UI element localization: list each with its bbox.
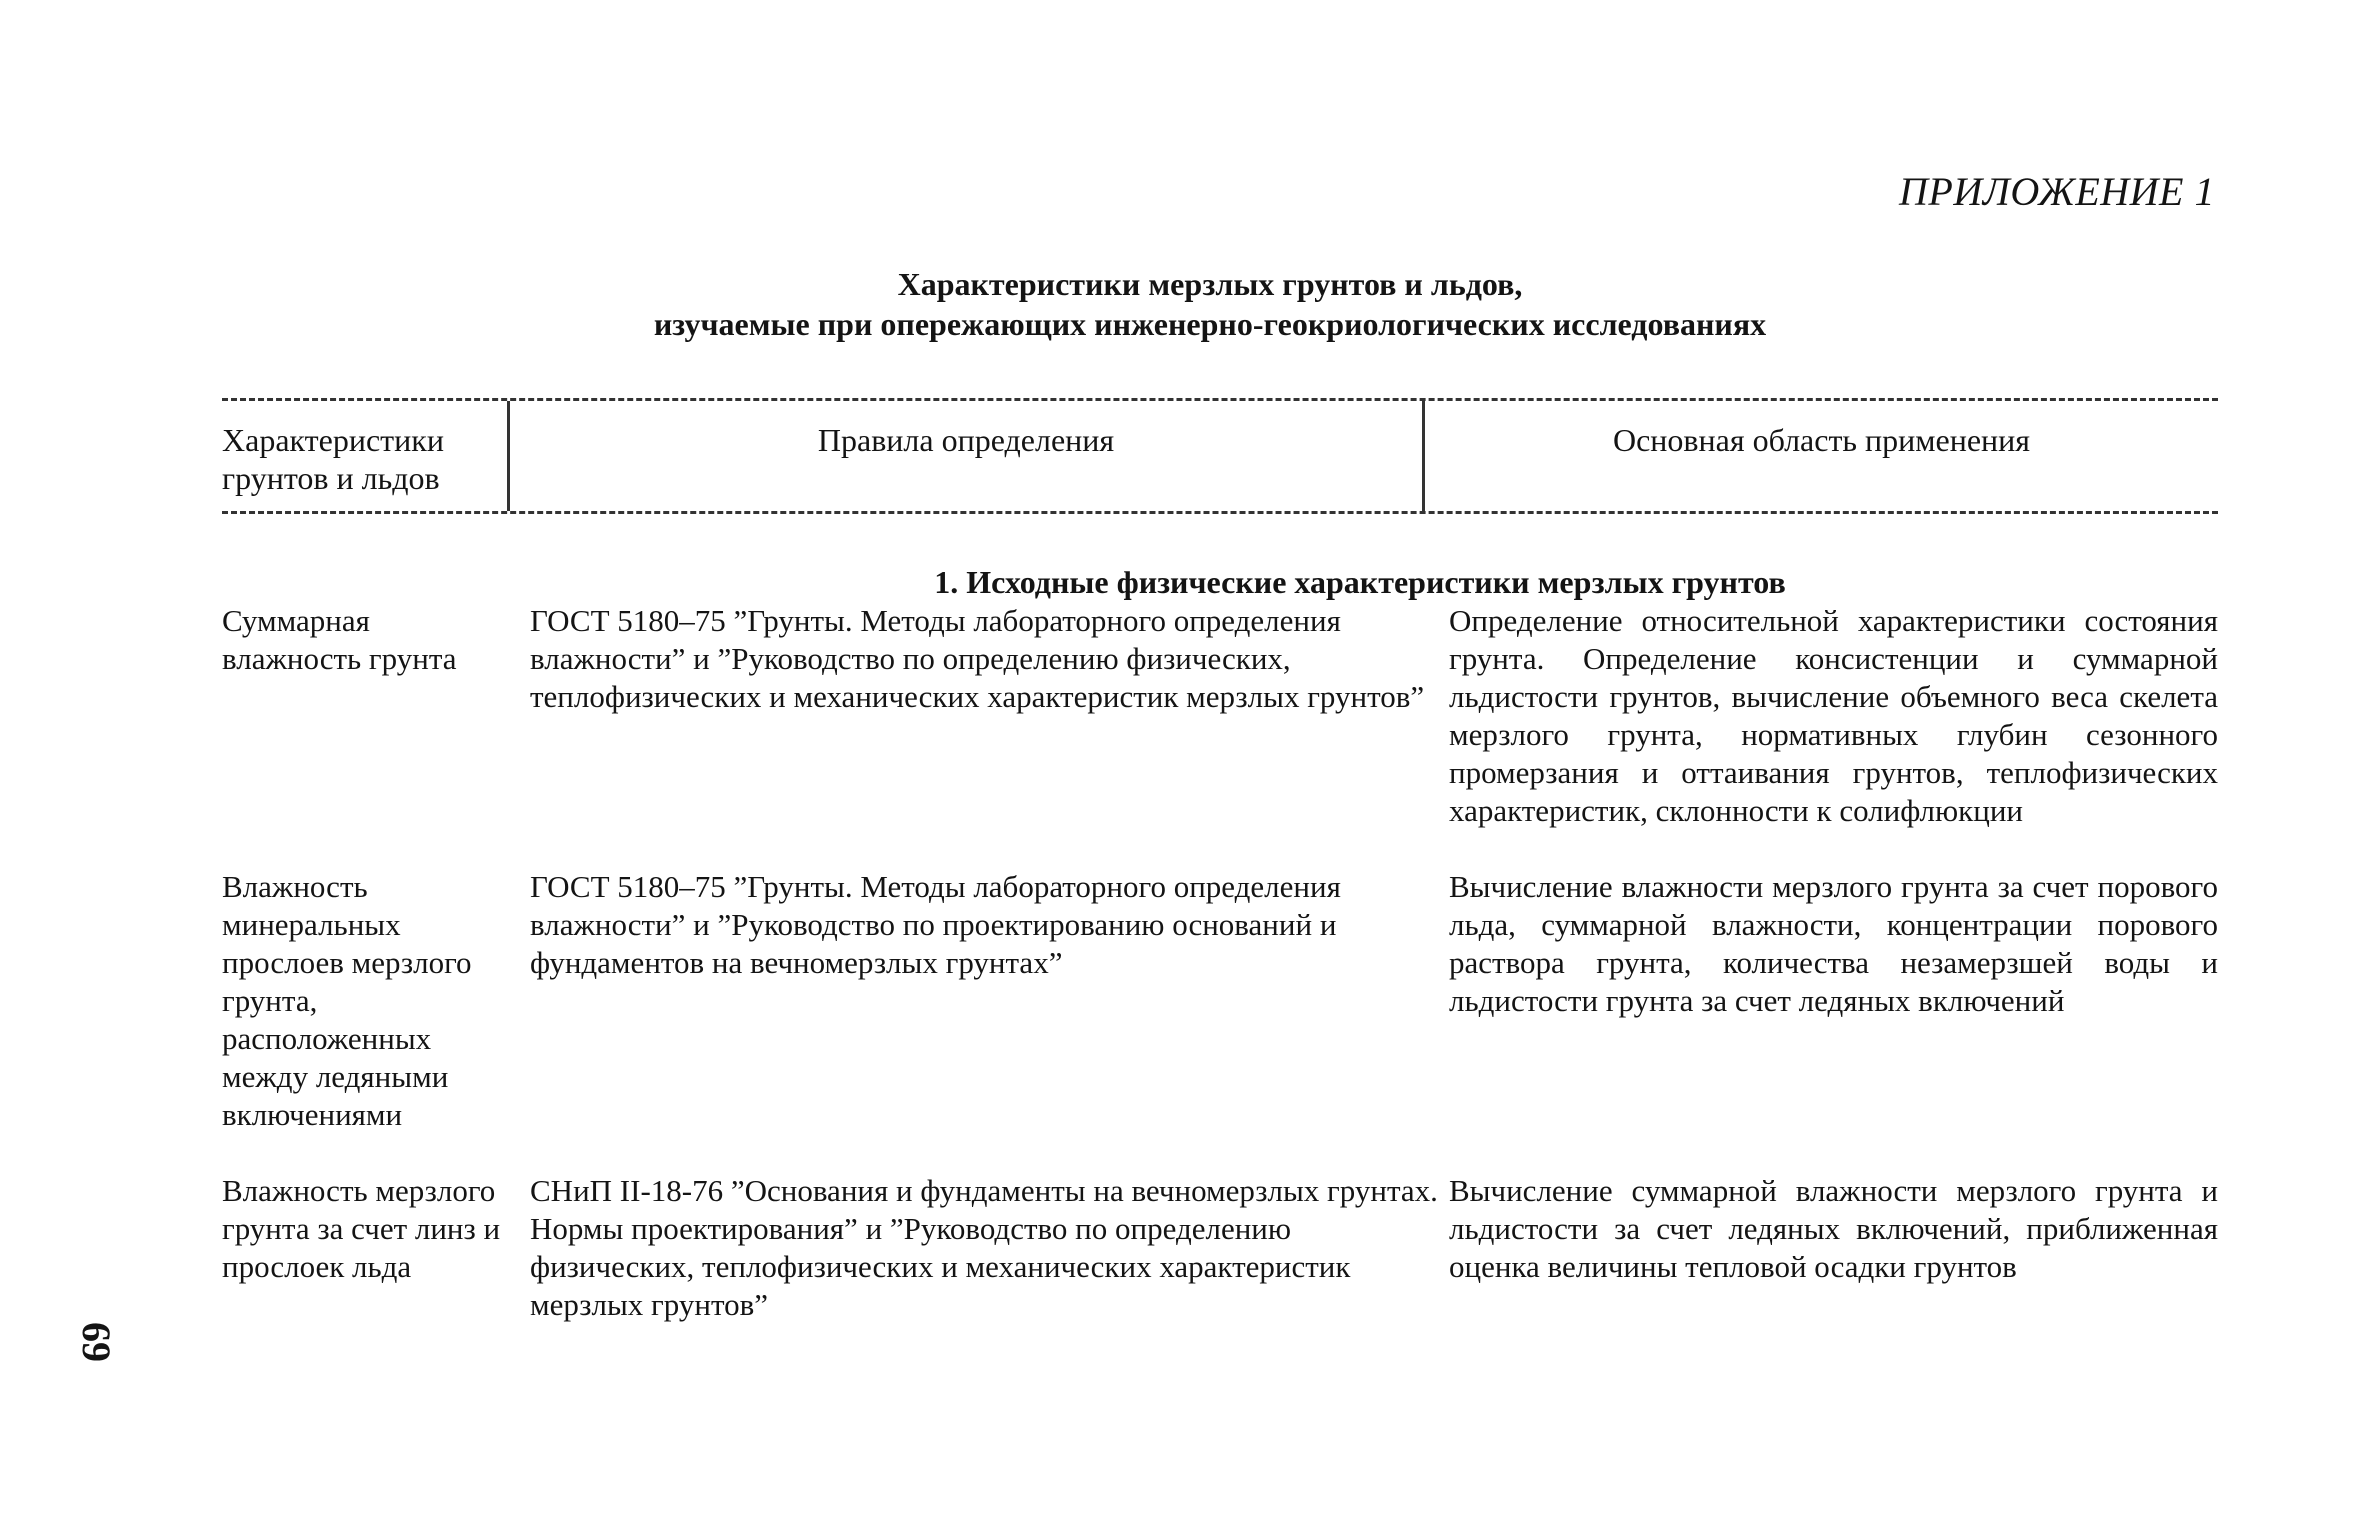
row-application: Вычисление суммарной влажности мерзлого грунта и льдистости за счет ледяных включений, приближенная оценка величины тепловой осадки грунтов — [1449, 1173, 2218, 1284]
header-characteristics: Характеристики грунтов и льдов — [222, 422, 444, 496]
table-header-row — [222, 401, 2218, 511]
row-characteristic: Влажность минеральных прослоев мерзлого грунта, расположенных между ледяными включениями — [222, 869, 472, 1132]
title-line-2: изучаемые при опережающих инженерно-геокриологических исследованиях — [653, 306, 1767, 342]
appendix-label: ПРИЛОЖЕНИЕ 1 — [1899, 169, 2215, 214]
row-rule: СНиП II-18-76 ”Основания и фундаменты на вечномерзлых грунтах. Нормы проектирования” и ”Руководство по определению физических, теплофизических и механических характеристик мерзлых грунтов” — [530, 1173, 1438, 1322]
section-title: 1. Исходные физические характеристики мерзлых грунтов — [934, 564, 1786, 600]
document-title — [460, 264, 1960, 344]
table-row — [222, 602, 2218, 830]
row-characteristic: Суммарная влажность грунта — [222, 603, 457, 676]
table-row — [222, 1172, 2218, 1324]
row-characteristic: Влажность мерзлого грунта за счет линз и прослоек льда — [222, 1173, 501, 1284]
table-row — [222, 868, 2218, 1134]
header-application: Основная область применения — [1612, 422, 2031, 458]
row-rule: ГОСТ 5180–75 ”Грунты. Методы лабораторного определения влажности” и ”Руководство по определению физических, теплофизических и механических характеристик мерзлых грунтов” — [530, 603, 1425, 714]
table-header-rule — [222, 511, 2218, 514]
title-line-1: Характеристики мерзлых грунтов и льдов, — [897, 266, 1523, 302]
page-number: 69 — [74, 1322, 119, 1362]
row-application: Вычисление влажности мерзлого грунта за счет порового льда, суммарной влажности, концентрации порового раствора грунта, количества незамерзшей воды и льдистости грунта за счет ледяных включений — [1449, 869, 2218, 1018]
header-rules: Правила определения — [507, 401, 1425, 511]
row-rule: ГОСТ 5180–75 ”Грунты. Методы лабораторного определения влажности” и ”Руководство по проектированию оснований и фундаментов на вечномерзлых грунтах” — [530, 869, 1341, 980]
characteristics-table — [222, 398, 2218, 1362]
row-application: Определение относительной характеристики состояния грунта. Определение консистенции и суммарной льдистости грунтов, вычисление объемного веса скелета мерзлого грунта, нормативных глубин сезонного промерзания и оттаивания грунтов, теплофизических характеристик, склонности к солифлюкции — [1449, 603, 2218, 828]
